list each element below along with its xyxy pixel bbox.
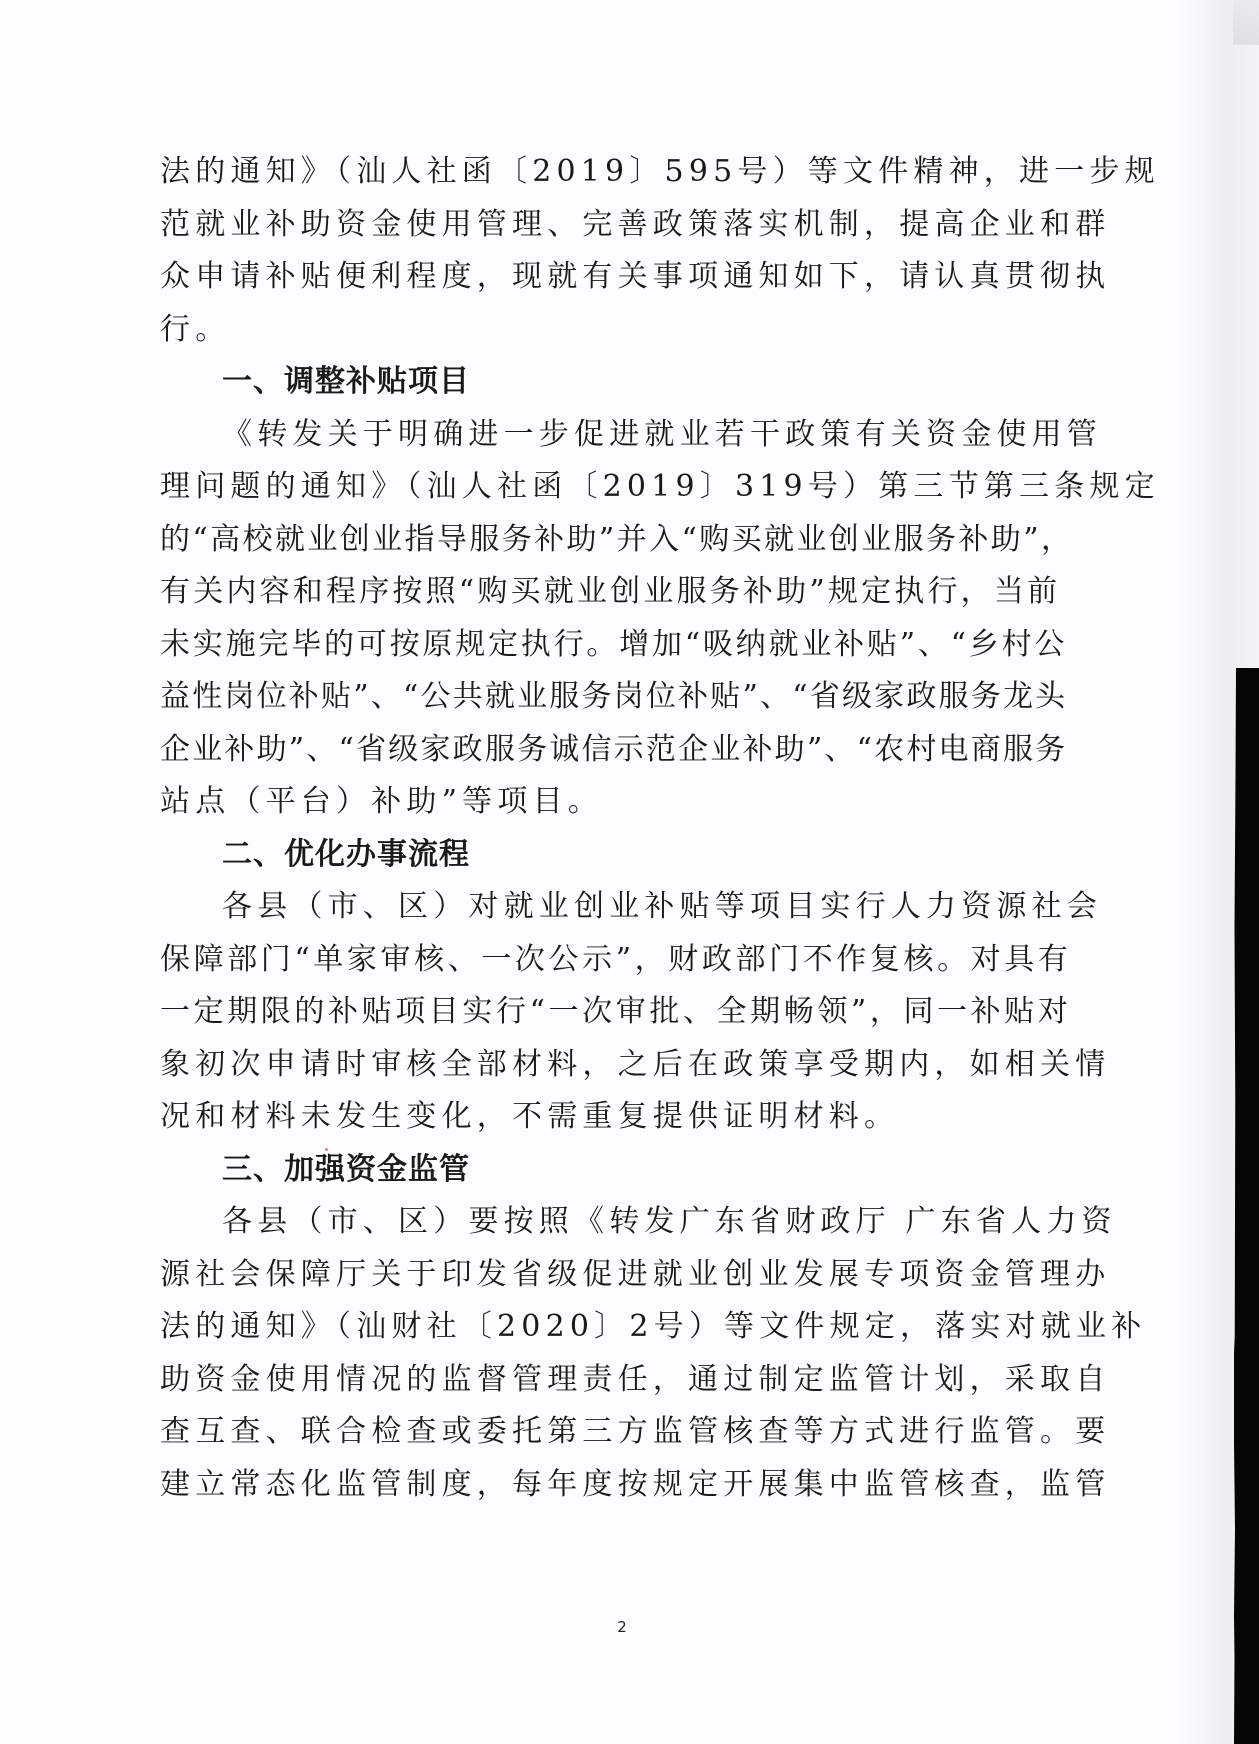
text-line: 保障部门“单家审核、一次公示”，财政部门不作复核。对具有	[160, 941, 1072, 977]
text-line: 一定期限的补贴项目实行“一次审批、全期畅领”，同一补贴对	[160, 994, 1072, 1029]
section-heading: 二、优化办事流程	[222, 836, 470, 872]
scan-corner-fold	[1233, 0, 1259, 45]
text-line: 站点（平台）补助”等项目。	[160, 784, 603, 819]
text-line: 企业补助”、“省级家政服务诚信示范企业补助”、“农村电商服务	[160, 731, 1068, 767]
document-body	[160, 146, 1160, 1511]
section-strengthen-fund-supervision	[160, 1144, 1147, 1512]
text-line: 益性岗位补贴”、“公共就业服务岗位补贴”、“省级家政服务龙头	[160, 679, 1068, 714]
text-line: 源社会保障厅关于印发省级促进就业创业发展专项资金管理办	[160, 1256, 1111, 1292]
text-line: 行。	[160, 311, 231, 347]
text-line: 查互查、联合检查或委托第三方监管核查等方式进行监管。要	[160, 1414, 1111, 1449]
section-heading: 一、调整补贴项目	[222, 364, 470, 399]
section-optimize-process	[160, 829, 1111, 1144]
scan-dark-border	[1234, 668, 1259, 1744]
text-line: 众申请补贴便利程度，现就有关事项通知如下，请认真贯彻执	[160, 259, 1111, 294]
page-number: 2	[617, 1618, 627, 1636]
text-line: 未实施完毕的可按原规定执行。增加“吸纳就业补贴”、“乡村公	[160, 626, 1068, 662]
text-line: 建立常态化监管制度，每年度按规定开展集中监管核查，监管	[160, 1466, 1111, 1502]
text-line: 《转发关于明确进一步促进就业若干政策有关资金使用管	[222, 416, 1102, 452]
intro-paragraph	[160, 146, 1160, 356]
text-line: 况和材料未发生变化，不需重复提供证明材料。	[160, 1099, 900, 1134]
text-line: 有关内容和程序按照“购买就业创业服务补助”规定执行，当前	[160, 574, 1061, 609]
section-heading: 三、加强资金监管	[222, 1151, 470, 1187]
text-line: 范就业补助资金使用管理、完善政策落实机制，提高企业和群	[160, 206, 1111, 242]
text-line: 象初次申请时审核全部材料，之后在政策享受期内，如相关情	[160, 1046, 1111, 1082]
text-line: 的“高校就业创业指导服务补助”并入“购买就业创业服务补助”，	[160, 521, 1074, 557]
text-line: 法的通知》（汕人社函〔2019〕595号）等文件精神，进一步规	[160, 154, 1160, 189]
text-line: 助资金使用情况的监督管理责任，通过制定监管计划，采取自	[160, 1361, 1111, 1397]
text-line: 各县（市、区）对就业创业补贴等项目实行人力资源社会	[222, 889, 1102, 924]
text-line: 法的通知》（汕财社〔2020〕2号）等文件规定，落实对就业补	[160, 1309, 1147, 1344]
text-line: 理问题的通知》（汕人社函〔2019〕319号）第三节第三条规定	[160, 469, 1160, 504]
section-adjust-subsidy-items	[160, 356, 1160, 829]
text-line: 各县（市、区）要按照《转发广东省财政厅 广东省人力资	[222, 1204, 1117, 1239]
